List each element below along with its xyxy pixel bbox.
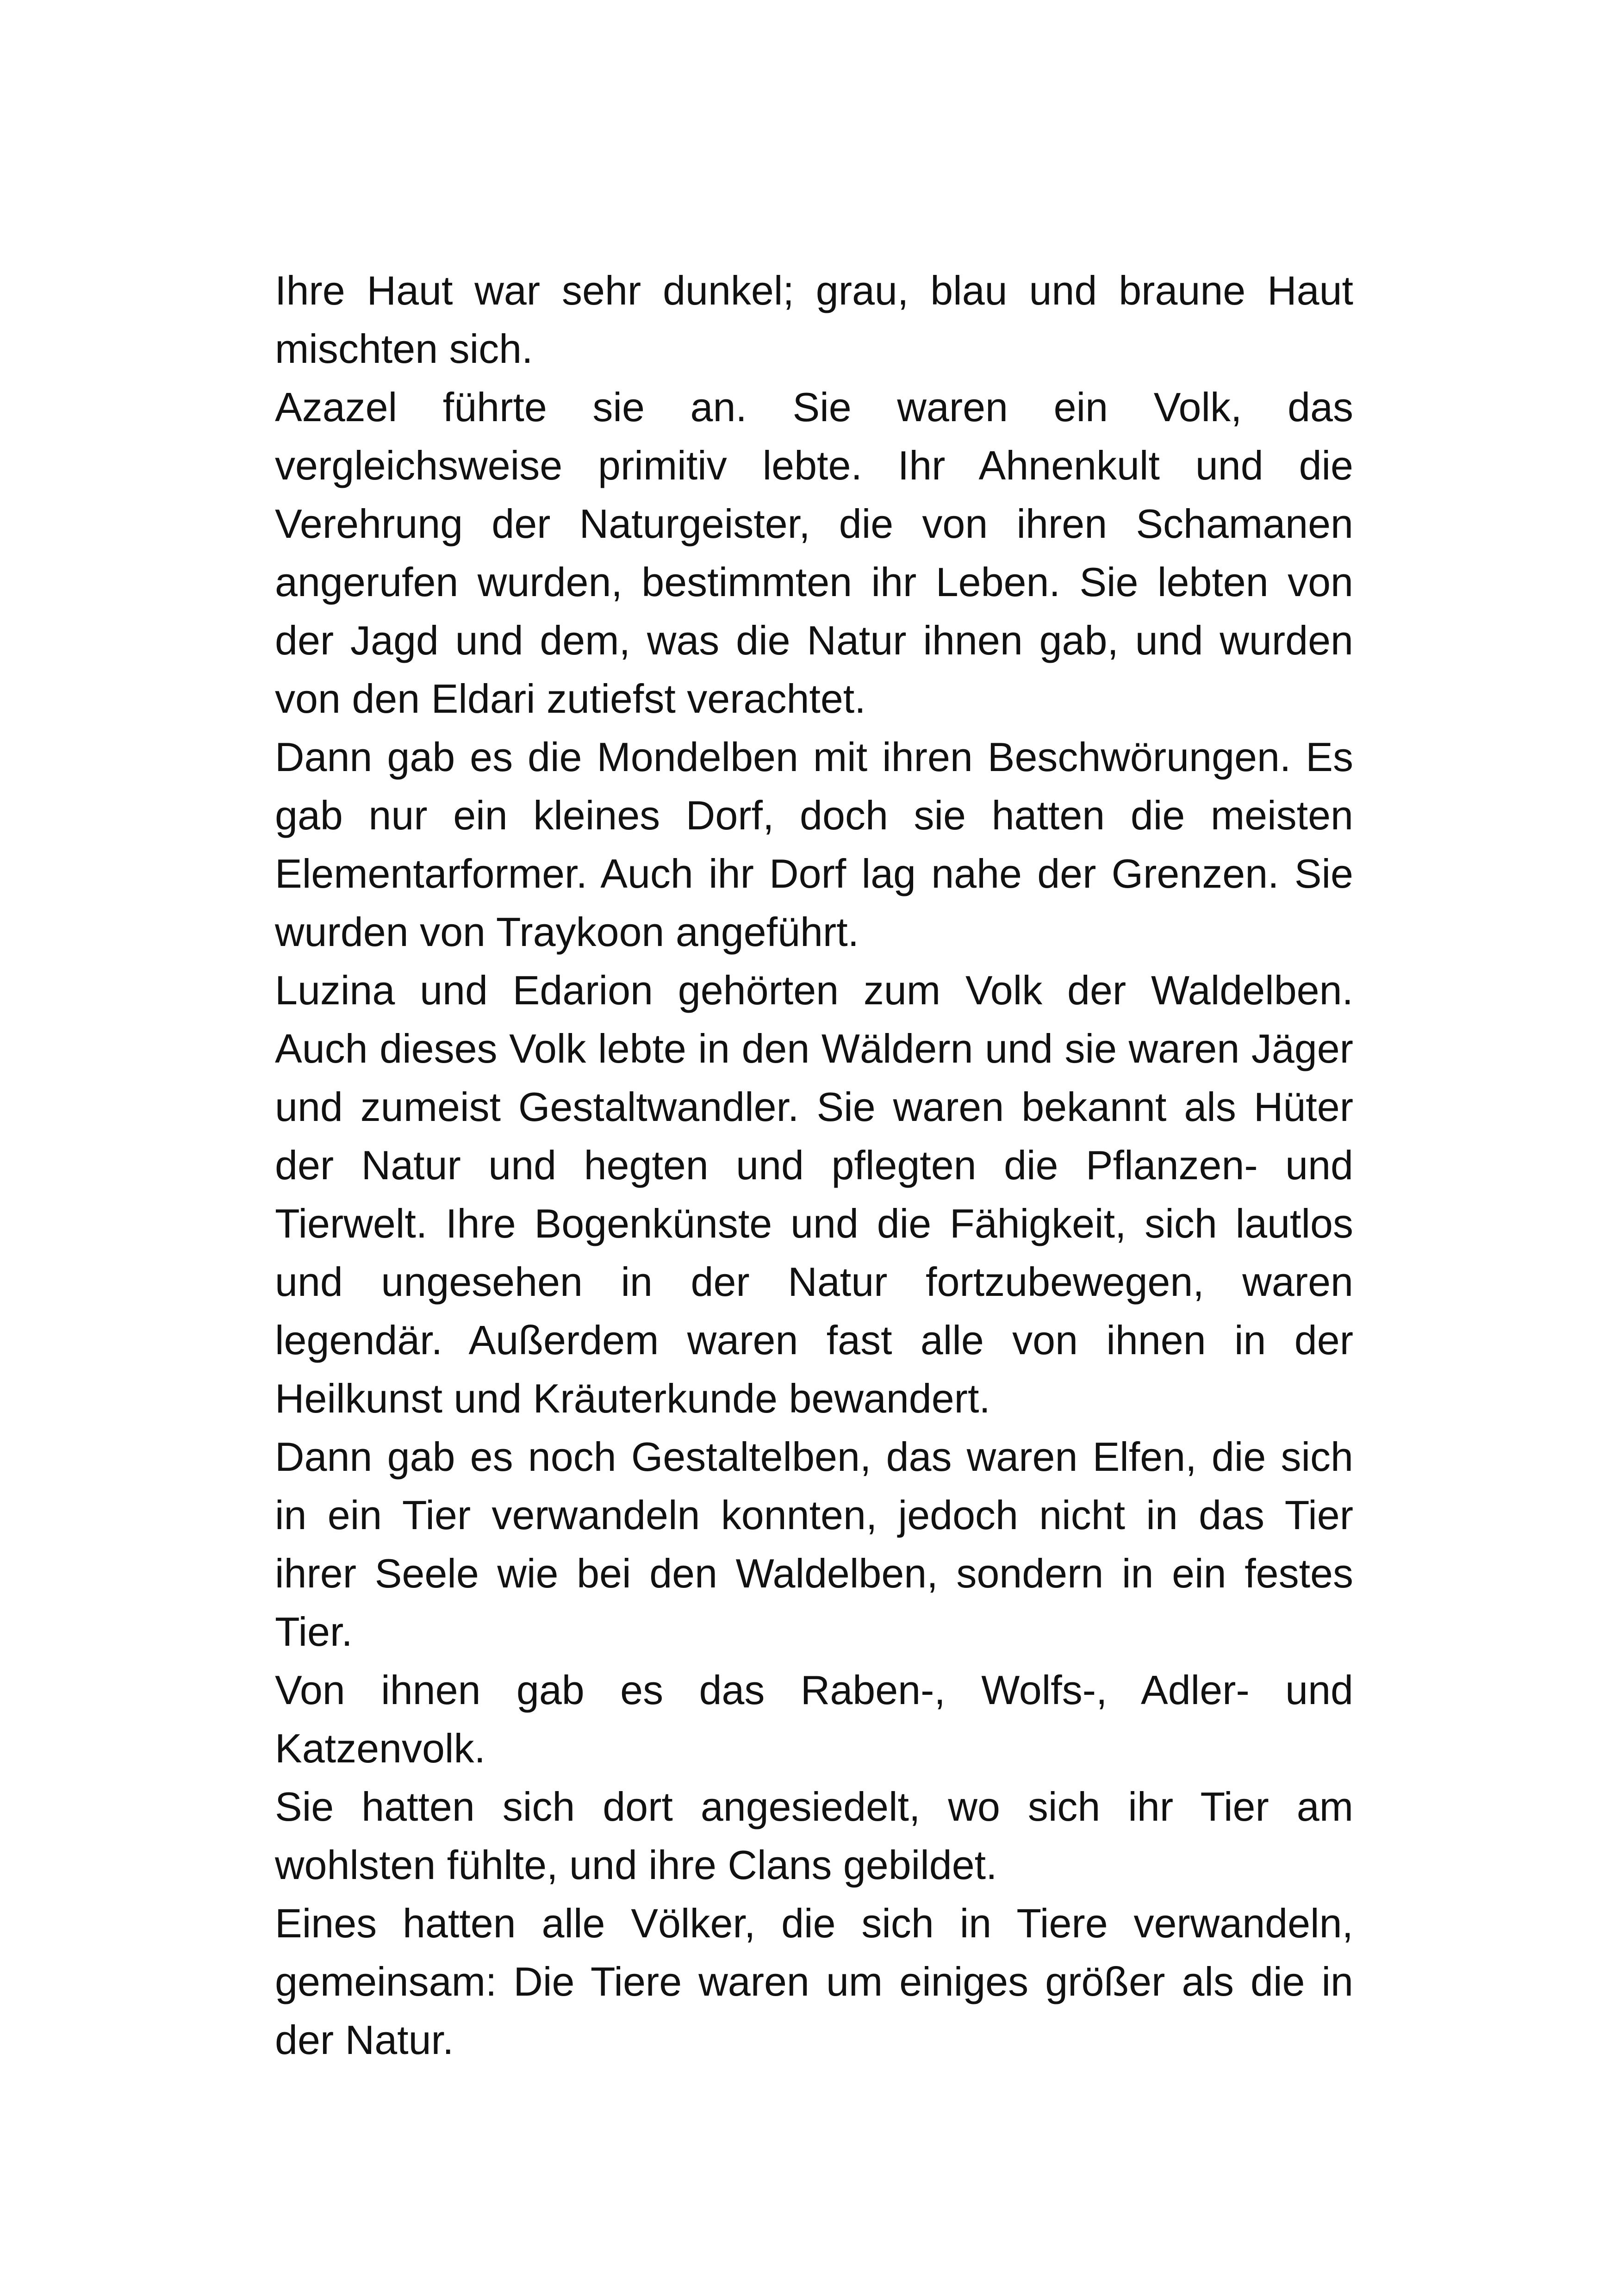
- paragraph: Azazel führte sie an. Sie waren ein Volk, das vergleichsweise primitiv lebte. Ihr Ahnenkult und die Verehrung der Naturgeister, die von ihren Schamanen angerufen wurden, bestimmten ihr Leben. Sie lebten von der Jagd und dem, was die Natur ihnen gab, und wurden von den Eldari zutiefst verachtet.: [275, 384, 1353, 722]
- paragraph: Luzina und Edarion gehörten zum Volk der Waldelben. Auch dieses Volk lebte in den Wäldern und sie waren Jäger und zumeist Gestaltwandler. Sie waren bekannt als Hüter der Natur und hegten und pflegten die Pflanzen- und Tierwelt. Ihre Bogenkünste und die Fähigkeit, sich lautlos und ungesehen in der Natur fortzubewegen, waren legendär. Außerdem waren fast alle von ihnen in der Heilkunst und Kräuterkunde bewandert.: [275, 967, 1353, 1421]
- body-text: [275, 261, 1353, 2069]
- paragraph: Ihre Haut war sehr dunkel; grau, blau und braune Haut mischten sich.: [275, 268, 1353, 372]
- paragraph: Sie hatten sich dort angesiedelt, wo sich ihr Tier am wohlsten fühlte, und ihre Clans gebildet.: [275, 1784, 1353, 1888]
- paragraph: Dann gab es noch Gestaltelben, das waren Elfen, die sich in ein Tier verwandeln konnten, jedoch nicht in das Tier ihrer Seele wie bei den Waldelben, sondern in ein festes Tier.: [275, 1434, 1353, 1655]
- paragraph: Dann gab es die Mondelben mit ihren Beschwörungen. Es gab nur ein kleines Dorf, doch sie hatten die meisten Elementarformer. Auch ihr Dorf lag nahe der Grenzen. Sie wurden von Traykoon angeführt.: [275, 734, 1353, 955]
- paragraph: Eines hatten alle Völker, die sich in Tiere verwandeln, gemeinsam: Die Tiere waren um einiges größer als die in der Natur.: [275, 1900, 1353, 2063]
- paragraph: Von ihnen gab es das Raben-, Wolfs-, Adler- und Katzenvolk.: [275, 1667, 1353, 1771]
